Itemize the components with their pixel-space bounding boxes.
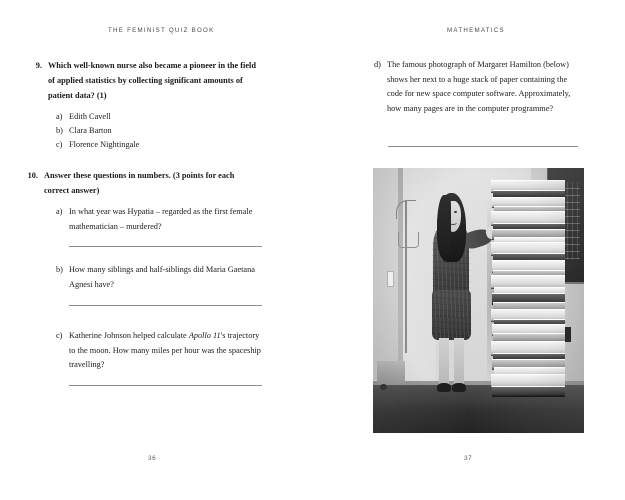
sub-d-text: The famous photograph of Margaret Hamilton (below) shows her next to a huge stack of paper containing the code for new space computer software. Approximately, how many pages are in the computer programme? bbox=[387, 60, 571, 113]
photo-grain bbox=[373, 168, 584, 433]
sub-c-label: c) bbox=[56, 331, 63, 340]
sub-d-label: d) bbox=[374, 60, 381, 69]
answer-line-10b[interactable] bbox=[69, 305, 262, 306]
sub-b-label: b) bbox=[56, 265, 63, 274]
question-9-option-a[interactable] bbox=[56, 110, 265, 125]
answer-line-10c[interactable] bbox=[69, 385, 262, 386]
left-page bbox=[0, 0, 312, 500]
question-10-sub-a bbox=[56, 205, 265, 234]
question-9-option-b[interactable] bbox=[56, 124, 265, 139]
question-10-sub-c bbox=[56, 329, 265, 373]
question-10-number: 10. bbox=[27, 171, 38, 180]
option-a-label: a) bbox=[56, 112, 63, 121]
question-10-sub-d bbox=[374, 58, 579, 116]
option-c-text: Florence Nightingale bbox=[69, 140, 140, 149]
left-page-number: 36 bbox=[148, 455, 157, 462]
question-10 bbox=[26, 168, 252, 198]
left-running-head: THE FEMINIST QUIZ BOOK bbox=[108, 27, 215, 34]
sub-b-text: How many siblings and half-siblings did Maria Gaetana Agnesi have? bbox=[69, 265, 255, 289]
photo-content bbox=[373, 168, 584, 433]
answer-line-10a[interactable] bbox=[69, 246, 262, 247]
option-c-label: c) bbox=[56, 140, 63, 149]
sub-c-italic-title: Apollo 11 bbox=[188, 331, 221, 340]
question-9-text: Which well-known nurse also became a pioneer in the field of applied statistics by collecting significant amounts of patient data? (1) bbox=[48, 61, 256, 101]
sub-c-text-after: 's trajectory to the moon. How many miles per hour was the spaceship travelling? bbox=[69, 331, 261, 370]
question-10-text: Answer these questions in numbers. (3 points for each correct answer) bbox=[44, 171, 235, 196]
question-10-sub-b bbox=[56, 263, 265, 292]
answer-line-10d[interactable] bbox=[388, 146, 578, 147]
right-running-head: MATHEMATICS bbox=[447, 27, 505, 34]
question-9-option-c[interactable] bbox=[56, 138, 265, 153]
question-9 bbox=[30, 58, 256, 103]
option-b-label: b) bbox=[56, 126, 63, 135]
right-page-number: 37 bbox=[464, 455, 473, 462]
sub-a-text: In what year was Hypatia – regarded as the first female mathematician – murdered? bbox=[69, 207, 253, 231]
sub-c-text-before: Katherine Johnson helped calculate bbox=[69, 331, 189, 340]
option-b-text: Clara Barton bbox=[69, 126, 112, 135]
sub-c-text bbox=[69, 329, 265, 373]
question-9-number: 9. bbox=[35, 61, 42, 70]
margaret-hamilton-photograph bbox=[373, 168, 584, 433]
sub-a-label: a) bbox=[56, 207, 63, 216]
option-a-text: Edith Cavell bbox=[69, 112, 111, 121]
right-page bbox=[312, 0, 624, 500]
